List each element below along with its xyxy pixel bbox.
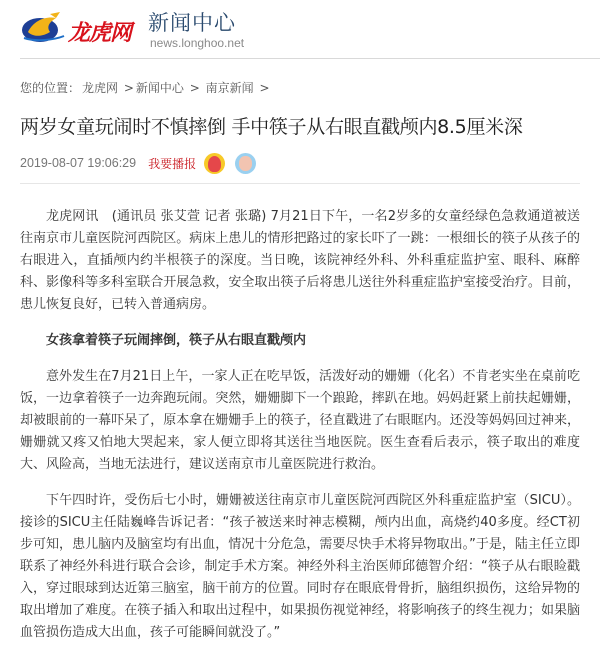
publish-timestamp: 2019-08-07 19:06:29 — [20, 156, 137, 170]
report-news-link[interactable]: 我要播报 — [148, 156, 197, 171]
longhoo-logo[interactable] — [20, 10, 138, 44]
article-body — [20, 206, 580, 658]
header-divider — [20, 58, 600, 59]
breadcrumb-item-nanjing-news[interactable]: 南京新闻 — [205, 81, 254, 95]
logo-text: 龙虎网 — [68, 20, 132, 46]
breadcrumb-prefix: 您的位置： — [20, 81, 81, 95]
breadcrumb-separator: > — [185, 81, 204, 95]
article-paragraph: 龙虎网讯 (通讯员 张艾萱 记者 张璐) 7月21日下午，一名2岁多的女童经绿色急救通道被送往南京市儿童医院河西院区。病床上患儿的情形把路过的家长吓了一跳：一根细长的筷子从孩子的右眼进入，直插颅内约半根筷子的深度。当日晚，该院神经外科、外科重症监护室、眼科、麻醉科、影像科等多科室联合开展急救，安全取出筷子后将患儿送往外科重症监护室接受治疗。目前，患儿恢复良好，已转入普通病房。 — [20, 209, 580, 312]
boy-avatar-icon[interactable] — [235, 153, 256, 174]
site-domain: news.longhoo.net — [150, 36, 245, 50]
site-header — [0, 0, 600, 58]
article-title: 两岁女童玩闹时不慎摔倒 手中筷子从右眼直戳颅内8.5厘米深 — [20, 116, 523, 138]
article-paragraph: 意外发生在7月21日上午，一家人正在吃早饭，活泼好动的姗姗（化名）不肯老实坐在桌前吃饭，一边拿着筷子一边奔跑玩闹。突然，姗姗脚下一个踉跄，摔趴在地。妈妈赶紧上前扶起姗姗，却被眼前的一幕吓呆了，原本拿在姗姗手上的筷子，径直戳进了右眼眶内。还没等妈妈回过神来，姗姗就又疼又怕地大哭起来，家人便立即将其送往当地医院。医生查看后表示，筷子取出的难度大、风险高，当地无法进行，建议送南京市儿童医院进行救治。 — [20, 369, 580, 472]
site-title[interactable]: 新闻中心 — [148, 11, 236, 35]
breadcrumb-separator: > — [120, 81, 134, 95]
article-paragraph: 下午四时许，受伤后七小时，姗姗被送往南京市儿童医院河西院区外科重症监护室（SICU）。接诊的SICU主任陆巍峰告诉记者：“孩子被送来时神志模糊，颅内出血，高烧约40多度。经CT初步可知，患儿脑内及脑室均有出血，情况十分危急，需要尽快手术将异物取出。”于是，陆主任立即联系了神经外科进行联合会诊，制定手术方案。神经外科主治医师邱德智介绍：“筷子从右眼睑戳入，穿过眼球到达近第三脑室，脑干前方的位置。同时存在眼底骨骨折，脑组织损伤，这给异物的取出增加了难度。在筷子插入和取出过程中，如果损伤视觉神经，将影响孩子的终生视力；如果脑血管损伤造成大出血，孩子可能瞬间就没了。” — [20, 493, 580, 640]
breadcrumb-item-longhoo[interactable]: 龙虎网 — [82, 81, 119, 95]
girl-avatar-icon[interactable] — [204, 153, 225, 174]
dragon-logo-icon — [20, 10, 68, 44]
meta-divider — [20, 183, 580, 184]
article-subheading: 女孩拿着筷子玩闹摔倒，筷子从右眼直戳颅内 — [46, 333, 307, 348]
breadcrumb-separator: > — [255, 81, 270, 95]
breadcrumb — [20, 79, 272, 96]
breadcrumb-item-news-center[interactable]: 新闻中心 — [135, 81, 184, 95]
article-meta — [20, 152, 256, 174]
